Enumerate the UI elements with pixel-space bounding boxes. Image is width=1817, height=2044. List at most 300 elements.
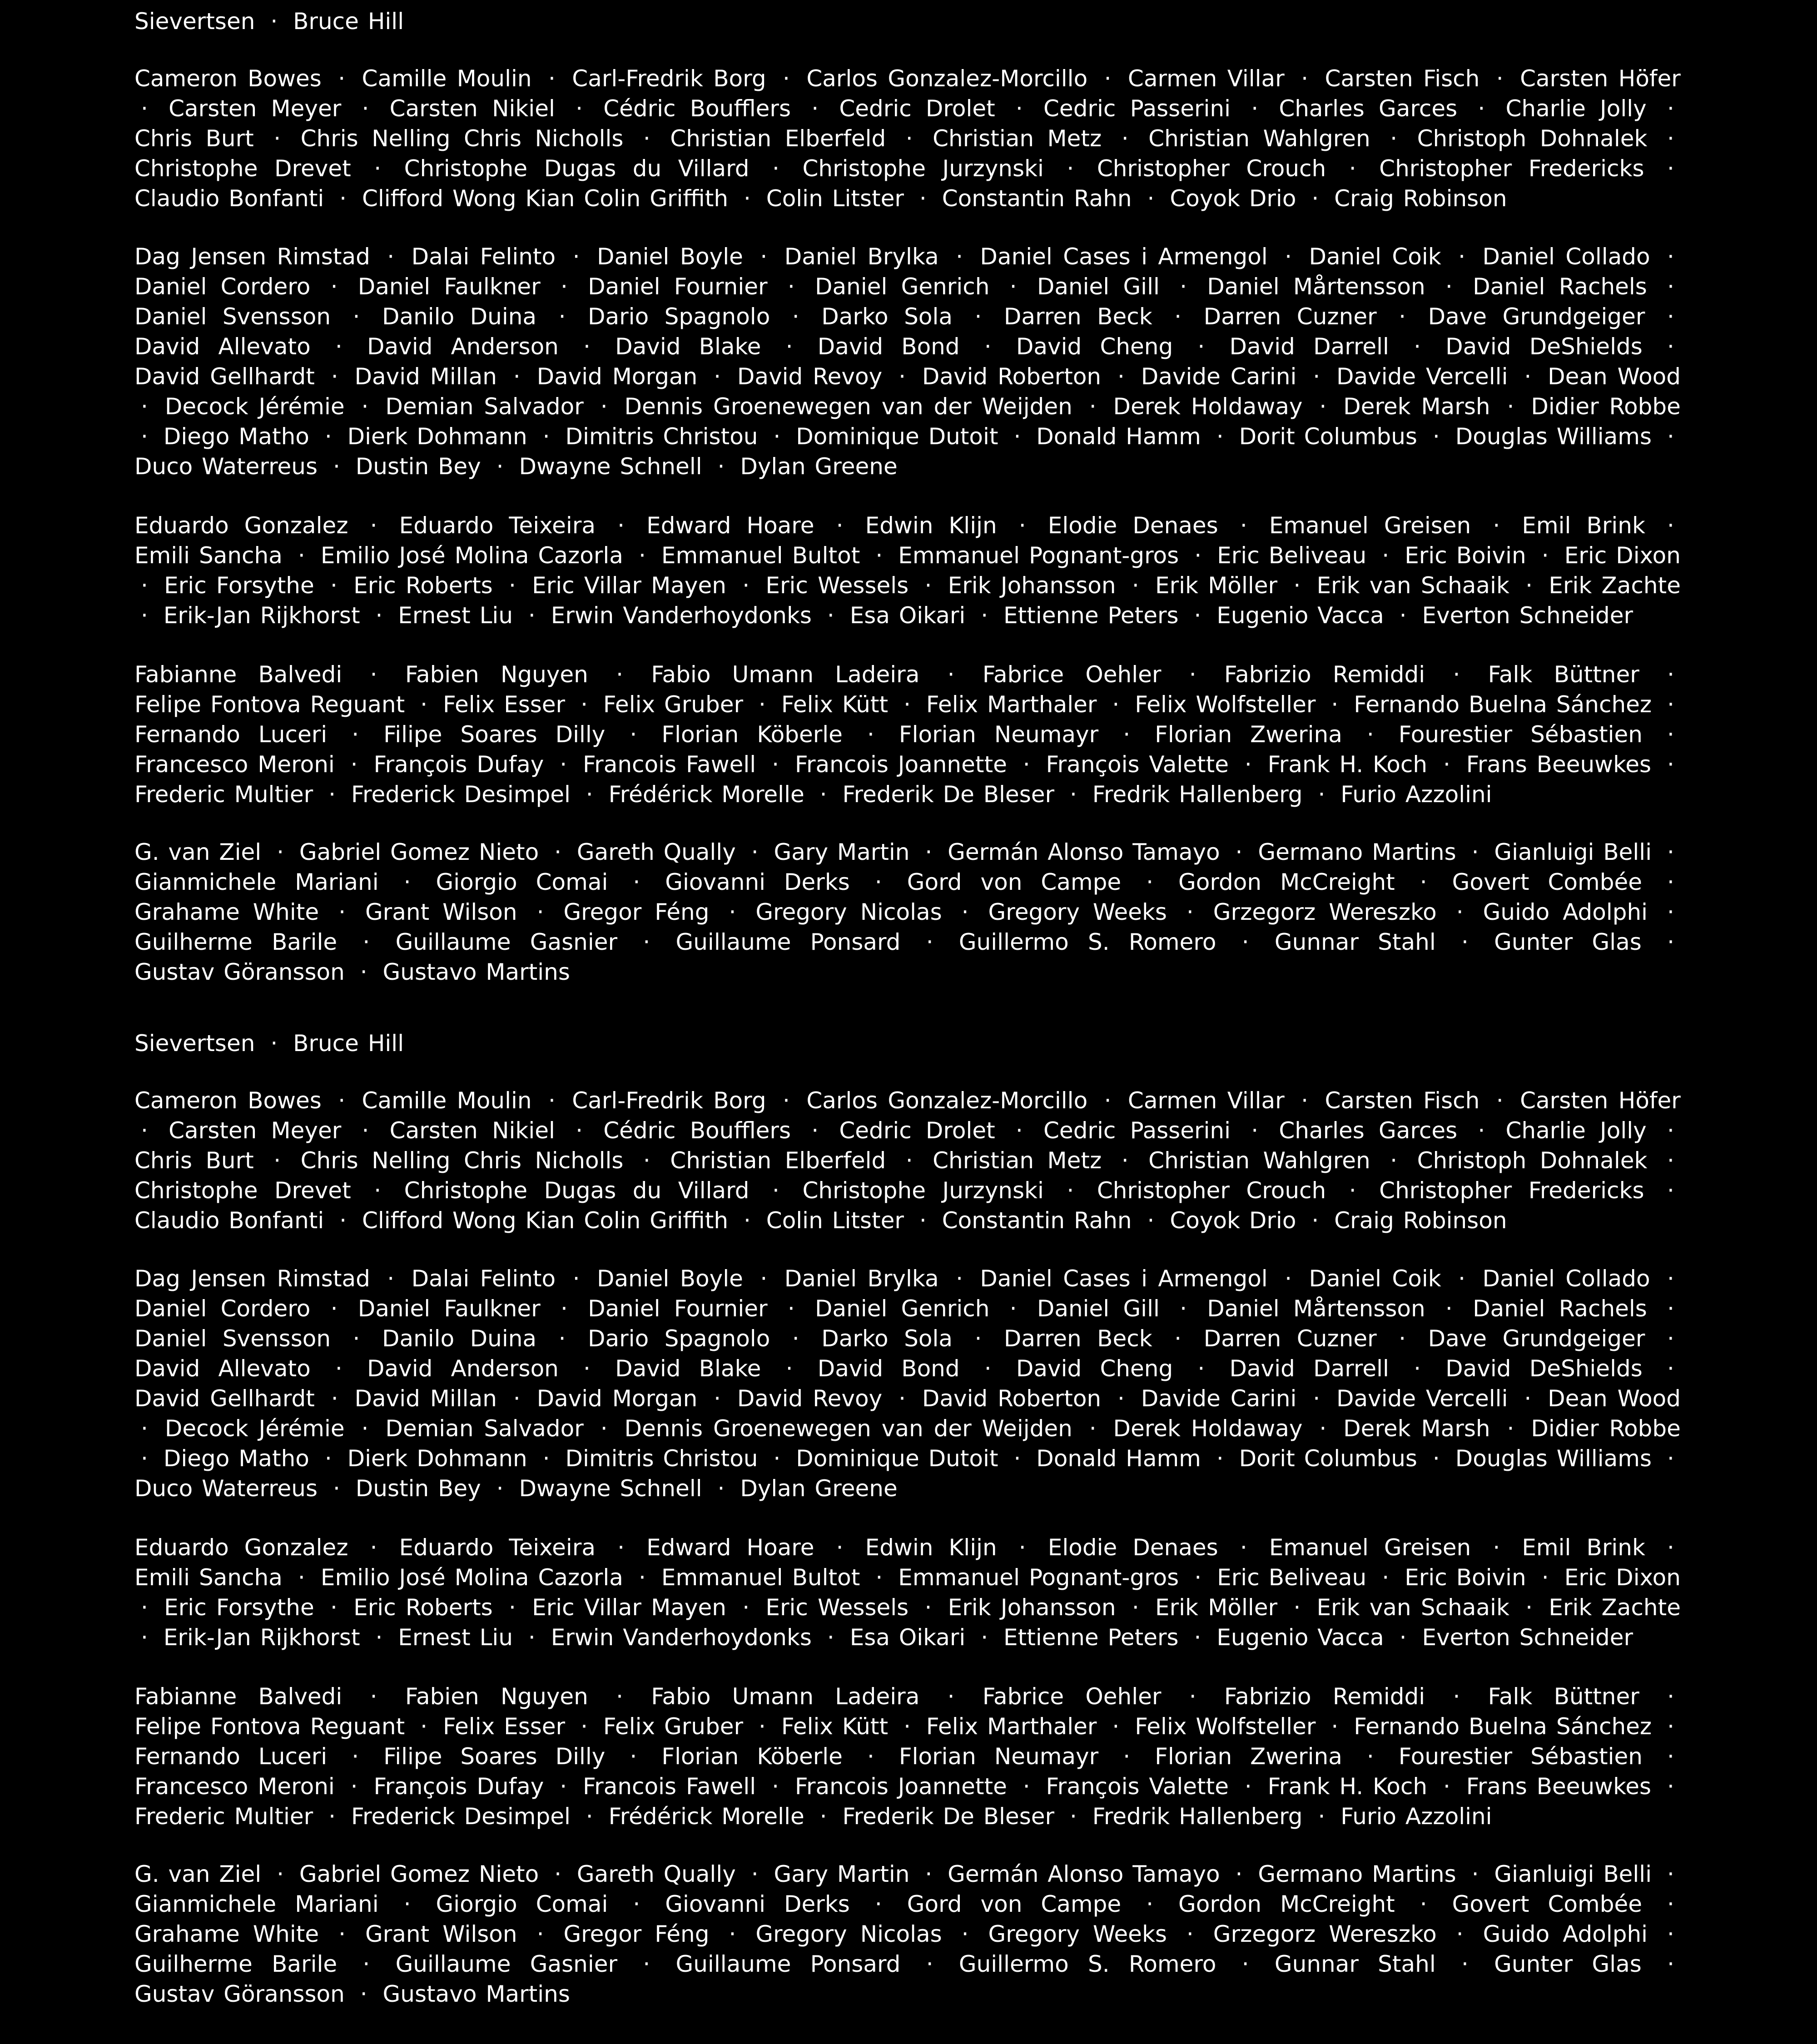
credit-name: Donald Hamm	[1036, 1445, 1201, 1472]
separator-dot: ·	[141, 423, 148, 450]
credit-name: Gregor Féng	[563, 1921, 710, 1947]
separator-dot: ·	[1018, 512, 1026, 539]
separator-dot: ·	[904, 691, 911, 718]
separator-dot: ·	[867, 721, 874, 748]
credit-name: Charlie Jolly	[1505, 1117, 1647, 1144]
separator-dot: ·	[874, 869, 882, 895]
separator-dot: ·	[141, 95, 148, 122]
credit-name: Erik Möller	[1155, 1594, 1278, 1621]
separator-dot: ·	[1069, 781, 1077, 808]
separator-dot: ·	[758, 1713, 766, 1740]
credit-name: Eduardo Gonzalez	[134, 1534, 348, 1561]
credit-name: Christian Elberfeld	[670, 125, 886, 152]
credits-paragraph-g	[134, 1859, 1681, 2009]
credit-name: G. van Ziel	[134, 1861, 262, 1887]
credit-name: Felix Gruber	[603, 691, 744, 718]
credit-name: David Roberton	[922, 1385, 1102, 1412]
separator-dot: ·	[1285, 1265, 1292, 1292]
separator-dot: ·	[1414, 1355, 1421, 1382]
credit-name: Sievertsen	[134, 8, 255, 35]
credit-name: Daniel Coik	[1309, 243, 1441, 270]
separator-dot: ·	[1313, 363, 1321, 390]
credits-paragraph-tail	[134, 1028, 1681, 1058]
credit-name: Darko Sola	[821, 1325, 953, 1352]
separator-dot: ·	[1667, 273, 1675, 300]
separator-dot: ·	[1667, 869, 1674, 895]
separator-dot: ·	[1240, 512, 1247, 539]
credit-name: Erik Möller	[1155, 572, 1278, 599]
separator-dot: ·	[1009, 273, 1017, 300]
credit-name: Gordon McCreight	[1178, 1891, 1395, 1917]
separator-dot: ·	[1123, 721, 1131, 748]
credit-name: Fabien Nguyen	[405, 661, 588, 688]
credit-name: Carmen Villar	[1127, 1087, 1285, 1114]
credit-name: Christoph Dohnalek	[1417, 1147, 1648, 1174]
credit-name: Gianmichele Mariani	[134, 1891, 379, 1917]
separator-dot: ·	[1667, 1891, 1674, 1917]
separator-dot: ·	[298, 542, 305, 569]
separator-dot: ·	[714, 363, 721, 390]
credit-name: Frederik De Bleser	[842, 1803, 1055, 1830]
credit-name: Giovanni Derks	[665, 869, 850, 895]
credit-name: Erik Zachte	[1549, 572, 1681, 599]
separator-dot: ·	[925, 839, 933, 865]
separator-dot: ·	[352, 721, 359, 748]
separator-dot: ·	[560, 1773, 567, 1800]
separator-dot: ·	[338, 1087, 346, 1114]
credit-name: Felix Wolfsteller	[1135, 1713, 1316, 1740]
credit-name: Christian Wahlgren	[1148, 125, 1370, 152]
credit-name: Esa Oikari	[849, 1624, 966, 1651]
credit-name: Fabio Umann Ladeira	[651, 1683, 920, 1710]
credit-name: Frederic Multier	[134, 1803, 313, 1830]
separator-dot: ·	[1244, 1773, 1252, 1800]
separator-dot: ·	[1667, 1117, 1674, 1144]
credit-name: Dwayne Schnell	[519, 1475, 702, 1502]
credit-name: Guilherme Barile	[134, 1951, 338, 1977]
credit-name: Gianluigi Belli	[1494, 1861, 1652, 1887]
separator-dot: ·	[643, 125, 650, 152]
separator-dot: ·	[362, 929, 370, 955]
separator-dot: ·	[1667, 1265, 1674, 1292]
separator-dot: ·	[374, 1177, 382, 1204]
credit-name: Felix Esser	[443, 691, 566, 718]
credit-name: Elodie Denaes	[1048, 512, 1218, 539]
separator-dot: ·	[827, 1624, 834, 1651]
separator-dot: ·	[1667, 1773, 1674, 1800]
credit-name: Christopher Fredericks	[1379, 155, 1644, 182]
separator-dot: ·	[924, 572, 932, 599]
separator-dot: ·	[141, 1117, 148, 1144]
credit-name: Derek Holdaway	[1113, 393, 1303, 420]
credit-name: Emili Sancha	[134, 1564, 283, 1591]
separator-dot: ·	[1458, 243, 1466, 270]
separator-dot: ·	[836, 1534, 844, 1561]
credit-name: Dustin Bey	[355, 453, 481, 480]
credit-name: François Valette	[1046, 1773, 1229, 1800]
separator-dot: ·	[1121, 1147, 1129, 1174]
separator-dot: ·	[560, 751, 567, 778]
separator-dot: ·	[961, 1921, 969, 1947]
credit-name: Gregory Weeks	[988, 1921, 1167, 1947]
credit-name: Everton Schneider	[1422, 1624, 1633, 1651]
separator-dot: ·	[1331, 691, 1339, 718]
credit-name: Gregory Nicolas	[755, 899, 942, 925]
credit-name: Eric Forsythe	[164, 1594, 314, 1621]
separator-dot: ·	[536, 1921, 544, 1947]
separator-dot: ·	[1023, 751, 1030, 778]
separator-dot: ·	[947, 1683, 955, 1710]
credits-view-2	[0, 1022, 1817, 2044]
credit-name: Erik Johansson	[948, 572, 1116, 599]
credit-name: Diego Matho	[163, 1445, 309, 1472]
credit-name: Florian Zwerina	[1155, 1743, 1342, 1770]
credit-name: Felix Kütt	[781, 691, 889, 718]
separator-dot: ·	[1667, 243, 1674, 270]
separator-dot: ·	[1186, 899, 1194, 925]
credit-name: Diego Matho	[163, 423, 309, 450]
credit-name: Edwin Klijn	[865, 1534, 997, 1561]
credit-name: David Bond	[817, 333, 960, 360]
separator-dot: ·	[572, 243, 580, 270]
separator-dot: ·	[633, 1891, 640, 1917]
credit-name: Fernando Buelna Sánchez	[1354, 691, 1652, 718]
separator-dot: ·	[1667, 125, 1674, 152]
credit-name: Christian Elberfeld	[670, 1147, 886, 1174]
separator-dot: ·	[1541, 1564, 1549, 1591]
separator-dot: ·	[1667, 95, 1674, 122]
separator-dot: ·	[811, 95, 819, 122]
separator-dot: ·	[338, 65, 346, 92]
credit-name: Filipe Soares Dilly	[383, 1743, 606, 1770]
credit-name: Falk Büttner	[1488, 1683, 1639, 1710]
credit-name: Eric Beliveau	[1217, 542, 1367, 569]
credit-name: Darren Cuzner	[1203, 1325, 1377, 1352]
credit-name: David Gellhardt	[134, 363, 315, 390]
separator-dot: ·	[956, 243, 963, 270]
separator-dot: ·	[925, 1861, 933, 1887]
separator-dot: ·	[1496, 65, 1504, 92]
credit-name: Didier Robbe	[1531, 393, 1681, 420]
credit-name: Carl-Fredrik Borg	[572, 65, 766, 92]
credit-name: Christian Metz	[933, 125, 1102, 152]
separator-dot: ·	[1667, 1147, 1674, 1174]
credit-name: Duco Waterreus	[134, 453, 318, 480]
credit-name: Eric Dixon	[1564, 542, 1681, 569]
separator-dot: ·	[339, 1207, 347, 1234]
separator-dot: ·	[1399, 1624, 1407, 1651]
separator-dot: ·	[1667, 333, 1674, 360]
credit-name: Eric Wessels	[765, 1594, 909, 1621]
separator-dot: ·	[1667, 155, 1674, 182]
credit-name: Fourestier Sébastien	[1398, 721, 1643, 748]
separator-dot: ·	[335, 1355, 343, 1382]
separator-dot: ·	[277, 1861, 284, 1887]
credit-name: Felix Wolfsteller	[1135, 691, 1316, 718]
separator-dot: ·	[141, 1624, 148, 1651]
separator-dot: ·	[643, 1951, 650, 1977]
separator-dot: ·	[1667, 303, 1674, 330]
credit-name: Christopher Fredericks	[1379, 1177, 1644, 1204]
separator-dot: ·	[751, 839, 759, 865]
credit-name: David DeShields	[1445, 1355, 1643, 1382]
credit-name: Daniel Brylka	[784, 243, 939, 270]
credit-name: Eugenio Vacca	[1216, 1624, 1384, 1651]
credit-name: Furio Azzolini	[1340, 781, 1492, 808]
separator-dot: ·	[1174, 1325, 1182, 1352]
credit-name: Dustin Bey	[355, 1475, 481, 1502]
separator-dot: ·	[1443, 1773, 1450, 1800]
credit-name: Felipe Fontova Reguant	[134, 1713, 405, 1740]
separator-dot: ·	[758, 691, 766, 718]
separator-dot: ·	[1667, 691, 1674, 718]
credit-name: Dominique Dutoit	[796, 423, 998, 450]
separator-dot: ·	[600, 1415, 608, 1442]
credit-name: Carlos Gonzalez-Morcillo	[806, 65, 1088, 92]
separator-dot: ·	[1194, 602, 1201, 629]
credit-name: Germano Martins	[1258, 1861, 1456, 1887]
separator-dot: ·	[836, 512, 844, 539]
separator-dot: ·	[362, 1951, 370, 1977]
credit-name: Eduardo Teixeira	[399, 1534, 596, 1561]
separator-dot: ·	[717, 1475, 725, 1502]
separator-dot: ·	[328, 1803, 336, 1830]
separator-dot: ·	[1382, 542, 1390, 569]
separator-dot: ·	[1390, 1147, 1398, 1174]
credit-name: Fabrice Oehler	[982, 1683, 1162, 1710]
separator-dot: ·	[581, 1713, 588, 1740]
separator-dot: ·	[717, 453, 725, 480]
credit-name: Guilherme Barile	[134, 929, 338, 955]
credit-name: Guillermo S. Romero	[958, 1951, 1216, 1977]
separator-dot: ·	[743, 185, 751, 212]
separator-dot: ·	[420, 691, 428, 718]
separator-dot: ·	[981, 602, 988, 629]
credit-name: Grant Wilson	[365, 1921, 517, 1947]
separator-dot: ·	[1089, 393, 1097, 420]
credit-name: G. van Ziel	[134, 839, 262, 865]
credit-name: Gunter Glas	[1494, 1951, 1642, 1977]
separator-dot: ·	[905, 125, 913, 152]
separator-dot: ·	[352, 1325, 360, 1352]
separator-dot: ·	[1313, 1385, 1321, 1412]
credits-paragraph-d	[134, 242, 1681, 481]
credit-name: Fabrizio Remiddi	[1224, 1683, 1425, 1710]
separator-dot: ·	[792, 1325, 799, 1352]
credit-name: Charles Garces	[1279, 95, 1458, 122]
separator-dot: ·	[387, 1265, 395, 1292]
credit-name: Daniel Brylka	[784, 1265, 939, 1292]
credit-name: Douglas Williams	[1455, 1445, 1652, 1472]
credit-name: Erwin Vanderhoydonks	[551, 602, 812, 629]
credit-name: Florian Köberle	[661, 721, 843, 748]
credit-name: Erik Zachte	[1549, 1594, 1681, 1621]
separator-dot: ·	[361, 1415, 369, 1442]
credit-name: Gabriel Gomez Nieto	[299, 839, 539, 865]
separator-dot: ·	[1390, 125, 1398, 152]
credit-name: Ettienne Peters	[1003, 602, 1179, 629]
credit-name: Craig Robinson	[1334, 185, 1507, 212]
credit-name: Charles Garces	[1279, 1117, 1458, 1144]
separator-dot: ·	[630, 721, 637, 748]
separator-dot: ·	[558, 303, 566, 330]
credit-name: Colin Litster	[766, 185, 904, 212]
separator-dot: ·	[1235, 839, 1243, 865]
credit-name: Christopher Crouch	[1097, 1177, 1326, 1204]
separator-dot: ·	[141, 572, 148, 599]
separator-dot: ·	[141, 1415, 148, 1442]
credit-name: Emili Sancha	[134, 542, 283, 569]
credit-name: Daniel Cordero	[134, 1295, 311, 1322]
credit-name: Gunnar Stahl	[1274, 1951, 1436, 1977]
separator-dot: ·	[782, 1087, 790, 1114]
separator-dot: ·	[643, 929, 650, 955]
credit-name: Frans Beeuwkes	[1466, 751, 1652, 778]
credit-name: Gareth Qually	[576, 839, 736, 865]
credits-paragraph-e	[134, 511, 1681, 630]
credit-name: Frédérick Morelle	[608, 781, 804, 808]
separator-dot: ·	[1525, 1594, 1533, 1621]
separator-dot: ·	[1366, 1743, 1374, 1770]
separator-dot: ·	[785, 333, 793, 360]
credit-name: Dario Spagnolo	[587, 303, 770, 330]
credit-name: Sievertsen	[134, 1030, 255, 1057]
credit-name: Camille Moulin	[362, 65, 532, 92]
separator-dot: ·	[1216, 1445, 1224, 1472]
credit-name: Felix Marthaler	[926, 691, 1097, 718]
separator-dot: ·	[899, 1385, 906, 1412]
credit-name: Daniel Genrich	[814, 1295, 990, 1322]
separator-dot: ·	[360, 1981, 367, 2007]
credit-name: Ernest Liu	[398, 1624, 513, 1651]
credit-name: Fourestier Sébastien	[1398, 1743, 1643, 1770]
separator-dot: ·	[1667, 839, 1674, 865]
credit-name: Gord von Campe	[907, 869, 1122, 895]
credit-name: Emilio José Molina Cazorla	[320, 1564, 623, 1591]
credit-name: Christophe Jurzynski	[802, 1177, 1044, 1204]
credit-name: Gustavo Martins	[382, 1981, 570, 2007]
credit-name: Fabianne Balvedi	[134, 1683, 343, 1710]
credit-name: David Revoy	[737, 363, 883, 390]
separator-dot: ·	[1241, 929, 1249, 955]
credit-name: Daniel Cordero	[134, 273, 311, 300]
credit-name: Carsten Höfer	[1520, 65, 1681, 92]
separator-dot: ·	[352, 1743, 359, 1770]
credit-name: Emilio José Molina Cazorla	[320, 542, 623, 569]
credit-name: Germán Alonso Tamayo	[948, 839, 1220, 865]
credit-name: Gustav Göransson	[134, 1981, 345, 2007]
separator-dot: ·	[1311, 185, 1319, 212]
credit-name: Francois Joannette	[794, 751, 1007, 778]
separator-dot: ·	[772, 1773, 779, 1800]
credit-name: Carmen Villar	[1127, 65, 1285, 92]
credit-name: Guido Adolphi	[1483, 1921, 1648, 1947]
credit-name: Eric Villar Mayen	[532, 572, 726, 599]
credit-name: Dimitris Christou	[565, 1445, 758, 1472]
credit-name: Erik van Schaaik	[1316, 572, 1509, 599]
separator-dot: ·	[1147, 1207, 1155, 1234]
separator-dot: ·	[1293, 572, 1301, 599]
separator-dot: ·	[542, 1445, 550, 1472]
separator-dot: ·	[1240, 1534, 1247, 1561]
credit-name: Dag Jensen Rimstad	[134, 243, 370, 270]
credit-name: Edward Hoare	[646, 1534, 814, 1561]
credit-name: Gary Martin	[774, 839, 910, 865]
separator-dot: ·	[1493, 512, 1500, 539]
separator-dot: ·	[1456, 899, 1464, 925]
credit-name: Grahame White	[134, 899, 319, 925]
credit-name: Constantin Rahn	[942, 1207, 1132, 1234]
credit-name: Grzegorz Wereszko	[1213, 1921, 1437, 1947]
separator-dot: ·	[1471, 839, 1479, 865]
separator-dot: ·	[1244, 751, 1252, 778]
separator-dot: ·	[1235, 1861, 1243, 1887]
separator-dot: ·	[324, 423, 332, 450]
credit-name: Gregor Féng	[563, 899, 710, 925]
credit-name: Dylan Greene	[740, 1475, 898, 1502]
credit-name: Christophe Drevet	[134, 1177, 351, 1204]
separator-dot: ·	[760, 1265, 768, 1292]
credit-name: Daniel Faulkner	[357, 1295, 541, 1322]
credit-name: Felipe Fontova Reguant	[134, 691, 405, 718]
separator-dot: ·	[1331, 1713, 1339, 1740]
credit-name: Dominique Dutoit	[796, 1445, 998, 1472]
separator-dot: ·	[1667, 661, 1675, 688]
credit-name: Germano Martins	[1258, 839, 1456, 865]
separator-dot: ·	[1147, 185, 1155, 212]
credit-name: Dean Wood	[1548, 363, 1681, 390]
credit-name: Emmanuel Pognant-gros	[898, 542, 1179, 569]
separator-dot: ·	[1189, 661, 1196, 688]
credit-name: Fernando Buelna Sánchez	[1354, 1713, 1652, 1740]
separator-dot: ·	[403, 1891, 411, 1917]
separator-dot: ·	[338, 899, 346, 925]
credit-name: Ettienne Peters	[1003, 1624, 1179, 1651]
separator-dot: ·	[1189, 1683, 1196, 1710]
separator-dot: ·	[370, 512, 377, 539]
credit-name: Christophe Dugas du Villard	[404, 155, 750, 182]
separator-dot: ·	[787, 273, 795, 300]
credit-name: Dave Grundgeiger	[1428, 303, 1645, 330]
separator-dot: ·	[773, 423, 781, 450]
credit-name: Everton Schneider	[1422, 602, 1633, 629]
credit-name: Gregory Weeks	[988, 899, 1167, 925]
credit-name: Fernando Luceri	[134, 721, 328, 748]
separator-dot: ·	[270, 8, 278, 35]
credit-name: Frederick Desimpel	[351, 1803, 571, 1830]
separator-dot: ·	[1319, 1415, 1327, 1442]
credit-name: Esa Oikari	[849, 602, 966, 629]
credit-name: Emmanuel Pognant-gros	[898, 1564, 1179, 1591]
credit-name: Daniel Rachels	[1473, 1295, 1647, 1322]
separator-dot: ·	[714, 1385, 721, 1412]
separator-dot: ·	[616, 661, 624, 688]
credit-name: Didier Robbe	[1531, 1415, 1681, 1442]
separator-dot: ·	[370, 1683, 377, 1710]
separator-dot: ·	[819, 781, 827, 808]
separator-dot: ·	[617, 1534, 625, 1561]
separator-dot: ·	[1104, 1087, 1112, 1114]
credit-name: David Anderson	[367, 333, 559, 360]
credit-name: Clifford Wong Kian Colin Griffith	[362, 185, 729, 212]
credit-name: Emanuel Greisen	[1269, 512, 1471, 539]
separator-dot: ·	[330, 572, 338, 599]
separator-dot: ·	[919, 1207, 927, 1234]
credits-paragraph-f	[134, 1682, 1681, 1831]
credit-name: Danilo Duina	[382, 303, 537, 330]
separator-dot: ·	[1478, 95, 1485, 122]
credit-name: Florian Köberle	[661, 1743, 843, 1770]
